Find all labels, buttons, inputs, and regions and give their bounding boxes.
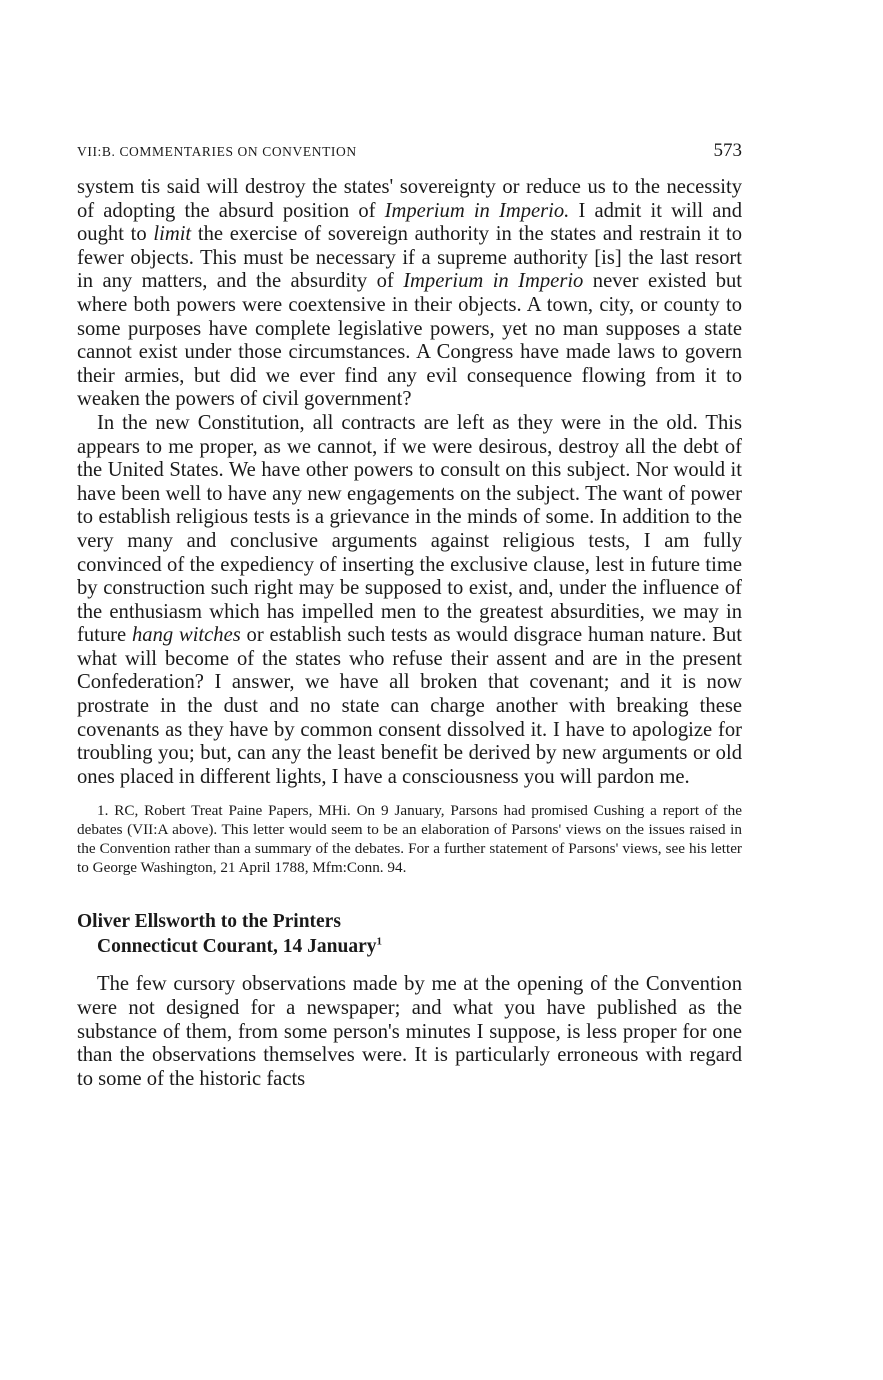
italic-phrase: hang witches <box>131 624 241 647</box>
document-source <box>77 934 742 959</box>
running-title: VII:B. COMMENTARIES ON CONVENTION <box>77 144 357 159</box>
footnote: 1. RC, Robert Treat Paine Papers, MHi. On 9 January, Parsons had promised Cushing a report of the debates (VII:A above). This letter would seem to be an elaboration of Parsons' views on the issues raised in the Convention rather than a summary of the debates. For a further statement of Parsons' views, see his letter to George Washington, 21 April 1788, Mfm:Conn. 94. <box>77 802 742 877</box>
italic-phrase: Imperium in Imperio. <box>384 199 570 222</box>
page-number: 573 <box>713 140 742 161</box>
paragraph-sovereignty <box>77 176 742 412</box>
document-heading: Oliver Ellsworth to the Printers <box>77 911 341 933</box>
paragraph-text: system tis said will destroy the states' sovereignty or reduce us to the necessity of adopting the absurd position of <box>77 176 742 222</box>
italic-phrase: Imperium in Imperio <box>403 270 584 293</box>
book-page <box>77 140 742 1091</box>
paragraph-text: never existed but where both powers were coextensive in their objects. A town, city, or county to some purposes have complete legislative powers, yet no man supposes a state cannot exist under those circumstances. A Congress have made laws to govern their armies, but did we ever find any evil consequence flowing from it to weaken the powers of civil government? <box>77 270 743 411</box>
paragraph-text: or establish such tests as would disgrace human nature. But what will become of the states who refuse their assent and are in the present Confederation? I answer, we have all broken that covenant; and it is now prostrate in the dust and no state can charge another with breaking these covenants as they have by common consent dissolved it. I have to apologize for troubling you; but, can any the least benefit be derived by new arguments or old ones placed in different lights, I have a consciousness you will pardon me. <box>77 624 742 788</box>
paragraph-constitution <box>77 412 742 790</box>
paragraph-text: In the new Constitution, all contracts are left as they were in the old. This appears to me proper, as we cannot, if we were desirous, destroy all the debt of the United States. We have other powers to consult on this subject. Nor would it have been well to have any new engagements on the subject. The want of power to establish religious tests is a grievance in the minds of some. In addition to the very many and conclusive arguments against religious tests, I am fully convinced of the expediency of inserting the exclusive clause, lest in future time by construction such right may be supposed to exist, and, under the influence of the enthusiasm which has impelled men to the greatest absurdities, we may in future <box>77 411 742 647</box>
running-head <box>77 140 742 176</box>
ellsworth-body <box>77 973 742 1091</box>
italic-phrase: limit <box>153 223 192 246</box>
paragraph-text: the exercise of sovereign authority in the states and restrain it to fewer objects. This must be necessary if a supreme authority [is] the last resort in any matters, and the absurdity of <box>77 223 742 293</box>
paragraph-text: I admit it will and ought to <box>77 199 742 246</box>
paragraph-ellsworth: The few cursory observations made by me at the opening of the Convention were not designed for a newspaper; and what you have published as the substance of them, from some person's minutes I suppose, is less proper for one than the observations themselves were. It is particularly erroneous with regard to some of the historic facts <box>77 973 742 1090</box>
letter-body <box>77 176 742 789</box>
document-source-text: Connecticut Courant, 14 January <box>97 936 377 958</box>
note-marker: 1 <box>376 935 383 948</box>
